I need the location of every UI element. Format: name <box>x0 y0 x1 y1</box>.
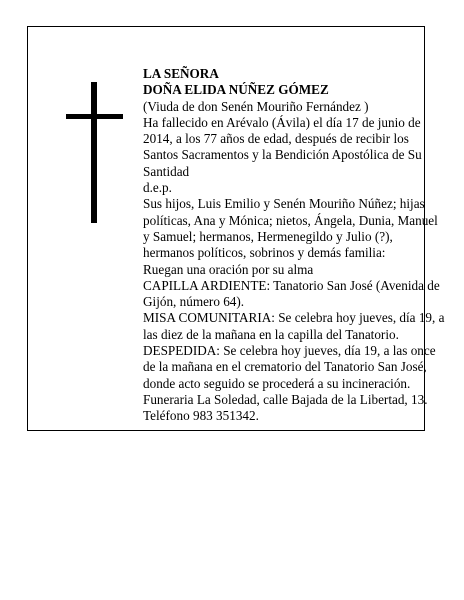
cross-icon <box>91 82 97 223</box>
obituary-notice <box>27 26 445 431</box>
farewell-info: DESPEDIDA: Se celebra hoy jueves, día 19, a las once de la mañana en el crematorio del Tanatorio San José, donde acto seguido se procederá a su incineración. <box>143 343 436 391</box>
prayer-request: Ruegan una oración por su alma <box>143 261 314 277</box>
chapel-info: CAPILLA ARDIENTE: Tanatorio San José (Avenida de Gijón, número 64). <box>143 277 440 310</box>
obituary-text <box>143 66 446 425</box>
death-announcement: Ha fallecido en Arévalo (Ávila) el día 17 de junio de 2014, a los 77 años de edad, después de recibir los Santos Sacramentos y la Bendición Apostólica de Su Santidad <box>143 114 422 179</box>
deceased-name: DOÑA ELIDA NÚÑEZ GÓMEZ <box>143 82 329 98</box>
mass-info: MISA COMUNITARIA: Se celebra hoy jueves, día 19, a las diez de la mañana en la capilla del Tanatorio. <box>143 310 445 342</box>
title-line-1: LA SEÑORA <box>143 66 219 81</box>
widow-of: (Viuda de don Senén Mouriño Fernández ) <box>143 98 369 114</box>
family-list: Sus hijos, Luis Emilio y Senén Mouriño Núñez; hijas políticas, Ana y Mónica; nietos, Ángela, Dunia, Manuel y Samuel; hermanos, Hermenegildo y Julio (?), hermanos políticos, sobrinos y demás familia: <box>143 196 438 261</box>
cross-icon-bar <box>66 114 123 119</box>
funeral-home-info: Funeraria La Soledad, calle Bajada de la Libertad, 13. Teléfono 983 351342. <box>143 391 428 424</box>
rip: d.e.p. <box>143 180 172 196</box>
